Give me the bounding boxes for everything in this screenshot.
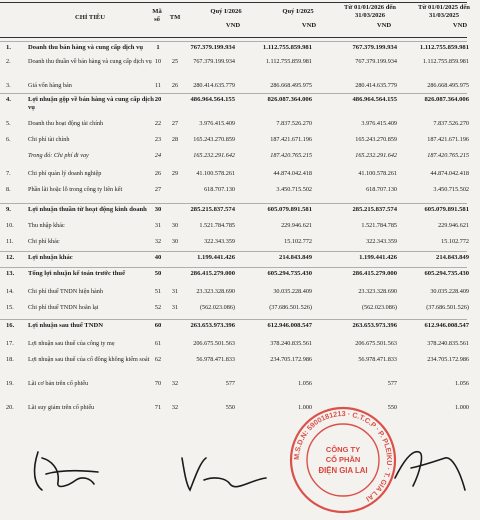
value-ytd2026: 23.323.328.690: [358, 288, 397, 295]
header-q2025-unit: VND: [301, 22, 317, 29]
row-label: Chi phí thuế TNDN hiện hành: [28, 288, 103, 295]
row-rule: [0, 251, 467, 252]
row-label: Thu nhập khác: [28, 222, 65, 229]
value-q2025: 286.668.495.975: [270, 82, 312, 89]
header-y2025: Từ 01/01/2025 đến 31/03/2025: [418, 4, 470, 19]
row-code: 26: [154, 170, 162, 177]
header-q2026-unit: VND: [225, 22, 241, 29]
stamp-line-2: CỔ PHẦN: [325, 455, 361, 464]
value-ytd2026: 41.100.578.261: [358, 170, 397, 177]
value-q2025: (37.686.501.526): [269, 304, 312, 311]
row-number: 5.: [6, 120, 11, 127]
value-ytd2026: 165.243.270.859: [355, 136, 397, 143]
row-code: 30: [154, 206, 162, 213]
row-label: Lợi nhuận khác: [28, 254, 73, 261]
value-ytd2025: 1.112.755.859.981: [422, 58, 469, 65]
row-note: 26: [171, 82, 179, 89]
row-code: 62: [154, 356, 162, 363]
value-q2026: 767.379.199.934: [193, 58, 235, 65]
value-q2026: 206.675.501.563: [193, 340, 235, 347]
value-q2025: 187.420.765.215: [270, 152, 312, 159]
row-label: Lợi nhuận gộp về bán hàng và cung cấp dịch vụ: [28, 96, 154, 111]
row-number: 11.: [6, 238, 14, 245]
header-y2026: Từ 01/01/2026 đến 31/03/2026: [344, 4, 396, 19]
row-code: 11: [155, 82, 161, 89]
value-ytd2025: 1.056: [455, 380, 469, 387]
row-code: 10: [154, 58, 162, 65]
header-q2025: Quý I/2025: [282, 8, 314, 15]
value-ytd2026: 618.707.130: [366, 186, 397, 193]
row-number: 1.: [6, 44, 11, 51]
value-q2026: 577: [225, 380, 235, 387]
row-label: Doanh thu bán hàng và cung cấp dịch vụ: [28, 44, 144, 51]
value-q2025: 229.946.621: [281, 222, 312, 229]
signature-1: [20, 440, 100, 500]
row-label: Lợi nhuận thuần từ hoạt động kinh doanh: [28, 206, 147, 213]
stamp-line-3: ĐIỆN GIA LAI: [318, 466, 368, 475]
value-q2026: 280.414.635.779: [193, 82, 235, 89]
value-q2026: 56.978.471.833: [196, 356, 235, 363]
row-note: 32: [171, 404, 179, 411]
value-ytd2025: 3.450.715.502: [433, 186, 469, 193]
row-number: 7.: [6, 170, 11, 177]
row-number: 16.: [6, 322, 15, 329]
value-ytd2026: 206.675.501.563: [355, 340, 397, 347]
row-label: Trong đó: Chi phí đi vay: [28, 152, 89, 159]
row-rule: [0, 41, 467, 42]
row-code: 20: [154, 96, 162, 103]
row-note: 30: [171, 238, 179, 245]
row-number: 3.: [6, 82, 11, 89]
row-code: 24: [154, 152, 162, 159]
value-ytd2026: 285.215.837.574: [352, 206, 397, 213]
row-label: Lợi nhuận sau thuế TNDN: [28, 322, 103, 329]
value-ytd2026: 767.379.199.934: [352, 44, 397, 51]
row-number: 19.: [6, 380, 14, 387]
value-q2025: 214.843.849: [279, 254, 312, 261]
value-q2025: 605.079.891.581: [267, 206, 312, 213]
value-ytd2026: 486.964.564.155: [352, 96, 397, 103]
row-number: 2.: [6, 58, 11, 65]
value-ytd2025: (37.686.501.526): [426, 304, 469, 311]
row-rule: [0, 203, 467, 204]
row-number: 13.: [6, 270, 15, 277]
value-ytd2025: 1.000: [455, 404, 469, 411]
row-number: 14.: [6, 288, 14, 295]
row-code: 71: [154, 404, 162, 411]
row-note: 28: [171, 136, 179, 143]
row-label: Chi phí tài chính: [28, 136, 70, 143]
row-note: 27: [171, 120, 179, 127]
header-y2025-unit: VND: [452, 22, 468, 29]
value-ytd2025: 1.112.755.859.981: [419, 44, 469, 51]
value-q2026: 285.215.837.574: [190, 206, 235, 213]
row-label: Giá vốn hàng bán: [28, 82, 72, 89]
value-ytd2026: 1.199.441.426: [359, 254, 397, 261]
row-number: 17.: [6, 340, 14, 347]
row-code: 61: [154, 340, 162, 347]
row-code: 23: [154, 136, 162, 143]
value-ytd2025: 187.420.765.215: [427, 152, 469, 159]
value-q2025: 30.035.228.409: [273, 288, 312, 295]
value-q2025: 15.102.772: [284, 238, 312, 245]
header-y2026-unit: VND: [376, 22, 392, 29]
value-q2026: 550: [225, 404, 235, 411]
row-label: Chi phí quản lý doanh nghiệp: [28, 170, 102, 177]
value-q2025: 44.874.042.418: [273, 170, 312, 177]
signature-2: [170, 440, 270, 500]
value-q2026: (562.023.086): [199, 304, 235, 311]
row-label: Chi phí thuế TNDN hoãn lại: [28, 304, 99, 311]
row-code: 1: [156, 44, 160, 51]
row-note: 31: [171, 288, 179, 295]
value-ytd2025: 7.837.526.270: [433, 120, 469, 127]
value-q2026: 767.379.199.934: [190, 44, 235, 51]
value-ytd2025: 605.079.891.581: [424, 206, 469, 213]
value-q2025: 7.837.526.270: [276, 120, 312, 127]
value-ytd2025: 826.087.364.006: [424, 96, 469, 103]
value-ytd2026: 286.415.279.000: [352, 270, 397, 277]
value-ytd2026: 577: [387, 380, 397, 387]
value-q2025: 3.450.715.502: [276, 186, 312, 193]
row-label: Lợi nhuận sau thuế của cổ đông không kiểm soát: [28, 356, 150, 363]
stamp-ring-text: M.S.D.N: 5900181213 · C.T.C.P · P. PLEIKU · T. GIA LAI: [291, 408, 395, 504]
value-q2025: 605.294.735.430: [267, 270, 312, 277]
row-label: Doanh thu hoạt động tài chính: [28, 120, 104, 127]
value-q2026: 1.521.784.785: [199, 222, 235, 229]
header-chi-tieu: CHỈ TIÊU: [74, 14, 106, 21]
value-ytd2025: 187.421.671.196: [427, 136, 469, 143]
row-rule: [0, 267, 467, 268]
row-code: 32: [154, 238, 162, 245]
row-number: 4.: [6, 96, 11, 103]
row-label: Tổng lợi nhuận kế toán trước thuế: [28, 270, 125, 277]
value-ytd2026: 263.653.973.396: [352, 322, 397, 329]
value-ytd2026: 165.232.291.642: [355, 152, 397, 159]
value-ytd2026: (562.023.086): [361, 304, 397, 311]
row-number: 15.: [6, 304, 14, 311]
stamp-seal-icon: [288, 405, 398, 515]
row-code: 40: [154, 254, 162, 261]
row-label: Lãi cơ bản trên cổ phiếu: [28, 380, 89, 387]
value-ytd2026: 550: [387, 404, 397, 411]
value-q2026: 165.243.270.859: [193, 136, 235, 143]
table-header: [0, 0, 470, 38]
row-note: 29: [171, 170, 179, 177]
row-label: Lợi nhuận sau thuế của công ty mẹ: [28, 340, 115, 347]
row-code: 50: [154, 270, 162, 277]
value-q2026: 3.976.415.409: [199, 120, 235, 127]
value-ytd2025: 229.946.621: [438, 222, 469, 229]
value-q2025: 1.000: [298, 404, 312, 411]
header-tm: TM: [169, 14, 181, 21]
header-q2026: Quý I/2026: [210, 8, 242, 15]
value-q2026: 41.100.578.261: [196, 170, 235, 177]
value-q2026: 23.323.328.690: [196, 288, 235, 295]
value-q2026: 322.343.359: [204, 238, 235, 245]
value-ytd2025: 234.705.172.986: [427, 356, 469, 363]
value-q2026: 165.232.291.642: [193, 152, 235, 159]
stamp-line-1: CÔNG TY: [325, 445, 361, 454]
row-number: 8.: [6, 186, 11, 193]
value-q2025: 1.056: [298, 380, 312, 387]
value-ytd2026: 1.521.784.785: [361, 222, 397, 229]
value-q2026: 263.653.973.396: [190, 322, 235, 329]
value-q2026: 286.415.279.000: [190, 270, 235, 277]
value-q2026: 1.199.441.426: [197, 254, 235, 261]
value-ytd2025: 44.874.042.418: [430, 170, 469, 177]
value-ytd2025: 605.294.735.430: [424, 270, 469, 277]
header-bottom-rule: [0, 37, 467, 38]
row-number: 9.: [6, 206, 11, 213]
value-ytd2025: 612.946.008.547: [424, 322, 469, 329]
value-q2025: 1.112.755.859.981: [265, 58, 312, 65]
row-code: 51: [154, 288, 162, 295]
value-ytd2025: 214.843.849: [436, 254, 469, 261]
row-code: 60: [154, 322, 162, 329]
row-code: 31: [154, 222, 162, 229]
value-ytd2026: 3.976.415.409: [361, 120, 397, 127]
row-code: 22: [154, 120, 162, 127]
row-note: 32: [171, 380, 179, 387]
row-note: 25: [171, 58, 179, 65]
header-top-rule: [0, 2, 467, 3]
row-rule: [0, 93, 467, 94]
header-ma-so: Mã số: [152, 8, 162, 23]
value-q2025: 826.087.364.006: [267, 96, 312, 103]
value-ytd2025: 286.668.495.975: [427, 82, 469, 89]
row-code: 52: [154, 304, 162, 311]
row-label: Chi phí khác: [28, 238, 60, 245]
row-label: Phần lãi hoặc lỗ trong công ty liên kết: [28, 186, 123, 193]
row-rule: [0, 319, 467, 320]
row-code: 70: [154, 380, 162, 387]
value-q2025: 1.112.755.859.981: [262, 44, 312, 51]
value-q2025: 187.421.671.196: [270, 136, 312, 143]
row-number: 6.: [6, 136, 11, 143]
value-ytd2026: 56.978.471.833: [358, 356, 397, 363]
value-ytd2025: 30.035.228.409: [430, 288, 469, 295]
row-label: Lãi suy giảm trên cổ phiếu: [28, 404, 95, 411]
value-ytd2025: 15.102.772: [441, 238, 469, 245]
value-q2026: 618.707.130: [204, 186, 235, 193]
value-ytd2025: 378.240.835.561: [427, 340, 469, 347]
value-q2025: 234.705.172.986: [270, 356, 312, 363]
row-number: 18.: [6, 356, 14, 363]
value-ytd2026: 767.379.199.934: [355, 58, 397, 65]
row-number: 20.: [6, 404, 14, 411]
company-stamp: [288, 405, 398, 515]
row-label: Doanh thu thuần về bán hàng và cung cấp dịch vụ: [28, 58, 152, 65]
row-note: 31: [171, 304, 179, 311]
value-ytd2026: 322.343.359: [366, 238, 397, 245]
row-code: 27: [154, 186, 162, 193]
value-ytd2026: 280.414.635.779: [355, 82, 397, 89]
row-number: 10.: [6, 222, 14, 229]
value-q2026: 486.964.564.155: [190, 96, 235, 103]
row-number: 12.: [6, 254, 15, 261]
row-note: 30: [171, 222, 179, 229]
value-q2025: 378.240.835.561: [270, 340, 312, 347]
value-q2025: 612.946.008.547: [267, 322, 312, 329]
